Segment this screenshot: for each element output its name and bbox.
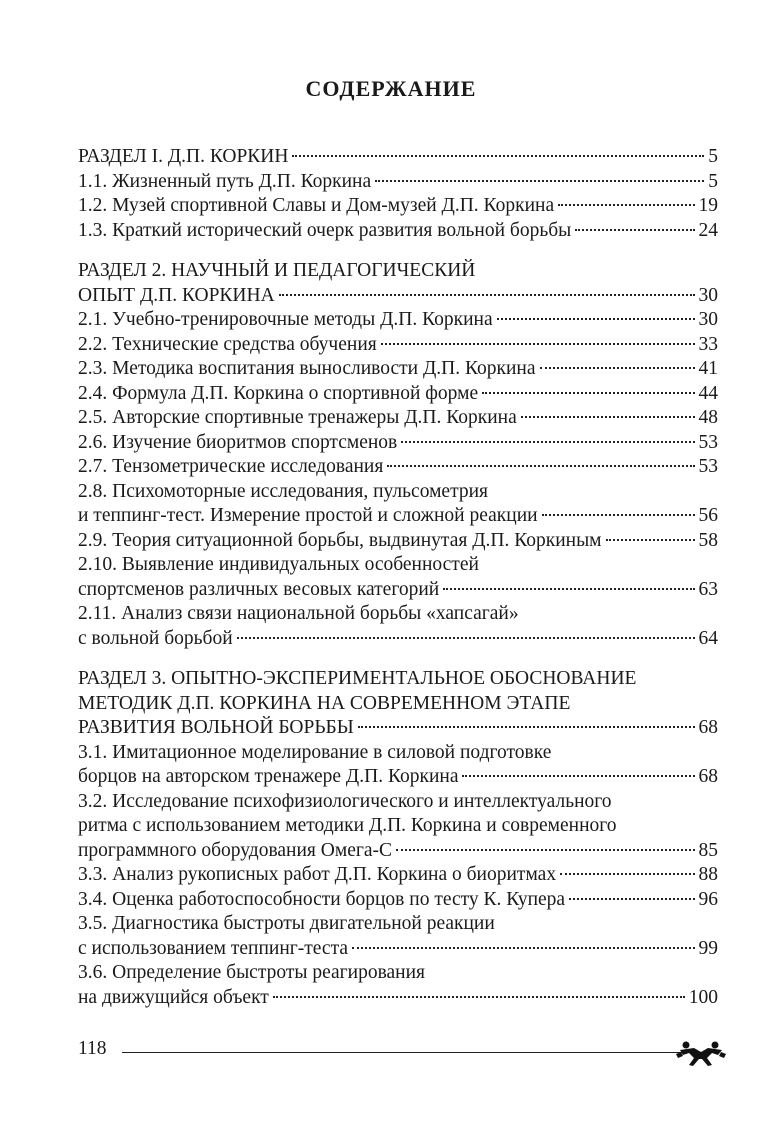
toc-entry[interactable]	[78, 912, 718, 961]
toc-page-number: 68	[698, 766, 718, 787]
toc-entry-line: ритма с использованием методики Д.П. Коркина и современного	[78, 815, 617, 836]
toc-page-number: 68	[698, 717, 718, 738]
dot-leader	[558, 204, 694, 206]
toc-entry[interactable]	[78, 790, 718, 864]
toc-entry-title: 1.1. Жизненный путь Д.П. Коркина	[78, 170, 372, 192]
toc-entry-row	[78, 839, 718, 864]
toc-entry-row	[78, 937, 718, 962]
toc-page-number: 24	[698, 219, 718, 241]
toc-entry-line: 3.6. Определение быстроты реагирования	[78, 962, 426, 983]
dot-leader	[497, 318, 695, 320]
toc-entry-title: с вольной борьбой	[78, 627, 233, 649]
toc-entry[interactable]	[78, 455, 718, 480]
toc-entry-title: и теппинг-тест. Измерение простой и сложной реакции	[78, 505, 538, 526]
toc-entry-row	[78, 357, 718, 382]
toc-entry-title: 3.4. Оценка работоспособности борцов по тесту К. Купера	[78, 888, 566, 910]
dot-leader	[560, 873, 694, 875]
toc-entry-row	[78, 333, 718, 358]
toc-entry[interactable]	[78, 259, 718, 308]
toc-entry-title: 2.5. Авторские спортивные тренажеры Д.П. Коркина	[78, 407, 517, 428]
toc-entry-line: 3.2. Исследование психофизиологического и интеллектуального	[78, 790, 612, 812]
toc-entry-title: 1.2. Музей спортивной Славы и Дом-музей Д.П. Коркина	[78, 195, 555, 216]
toc-entry-title: с использованием теппинг-теста	[78, 937, 349, 959]
toc-entry[interactable]	[78, 382, 718, 407]
toc-entry-title: 2.6. Изучение биоритмов спортсменов	[78, 431, 398, 453]
toc-entry-title: РАЗДЕЛ I. Д.П. КОРКИН	[78, 146, 289, 167]
page-footer	[78, 1038, 728, 1068]
toc-entry-title: 2.3. Методика воспитания выносливости Д.П. Коркина	[78, 358, 536, 379]
dot-leader	[540, 367, 695, 369]
toc-entry-row	[78, 986, 718, 1011]
toc-entry-row	[78, 529, 718, 554]
toc-entry-row	[78, 284, 718, 309]
toc-entry[interactable]	[78, 863, 718, 888]
toc-entry[interactable]	[78, 194, 718, 219]
toc-entry-row	[78, 863, 718, 888]
dot-leader	[521, 416, 695, 418]
dot-leader	[292, 155, 704, 157]
toc-entry-row	[78, 406, 718, 431]
toc-page-number: 58	[698, 529, 718, 551]
toc-entry-line: 2.11. Анализ связи национальной борьбы «хапсагай»	[78, 603, 519, 624]
toc-page-number: 5	[708, 170, 718, 192]
dot-leader	[352, 947, 694, 949]
toc-entry[interactable]	[78, 406, 718, 431]
dot-leader	[443, 588, 694, 590]
toc-page-number: 30	[698, 309, 718, 330]
dot-leader	[569, 898, 694, 900]
toc-entry-line: РАЗДЕЛ 3. ОПЫТНО-ЭКСПЕРИМЕНТАЛЬНОЕ ОБОСНОВАНИЕ	[78, 668, 637, 689]
toc-entry[interactable]	[78, 219, 718, 244]
toc-entry-title: борцов на авторском тренажере Д.П. Коркина	[78, 766, 459, 787]
toc-page-number: 96	[698, 888, 718, 910]
toc-page-number: 5	[708, 146, 718, 167]
toc-page-number: 44	[698, 382, 718, 404]
dot-leader	[387, 465, 694, 467]
toc-entry-title: 3.3. Анализ рукописных работ Д.П. Коркина о биоритмах	[78, 864, 557, 885]
toc-entry-row	[78, 145, 718, 170]
toc-entry[interactable]	[78, 308, 718, 333]
toc-entry-row	[78, 888, 718, 913]
toc-page-number: 100	[688, 986, 718, 1008]
toc-page-number: 48	[698, 407, 718, 428]
toc-entry-row	[78, 716, 718, 741]
toc-section	[78, 667, 718, 1010]
page-number: 118	[78, 1038, 107, 1059]
toc-page-number: 64	[698, 627, 718, 649]
toc-entry-row	[78, 504, 718, 529]
dot-leader	[396, 849, 695, 851]
toc-page-number: 19	[698, 195, 718, 216]
toc-entry[interactable]	[78, 961, 718, 1010]
toc-entry[interactable]	[78, 431, 718, 456]
toc-entry[interactable]	[78, 333, 718, 358]
toc-entry-line: 2.8. Психомоторные исследования, пульсометрия	[78, 480, 488, 502]
toc-entry-row	[78, 455, 718, 480]
dot-leader	[575, 229, 694, 231]
toc-entry-row	[78, 194, 718, 219]
toc-entry-title: 2.9. Теория ситуационной борьбы, выдвинутая Д.П. Коркиным	[78, 529, 602, 551]
toc-entry-row	[78, 578, 718, 603]
toc-page-number: 99	[698, 937, 718, 959]
toc-entry-title: 2.4. Формула Д.П. Коркина о спортивной форме	[78, 382, 479, 404]
toc-entry-line: 3.5. Диагностика быстроты двигательной реакции	[78, 913, 495, 934]
dot-leader	[375, 180, 704, 182]
toc-entry-row	[78, 627, 718, 652]
toc-entry-row	[78, 308, 718, 333]
toc-section	[78, 145, 718, 243]
toc-page-number: 88	[698, 864, 718, 885]
toc-entry-line: МЕТОДИК Д.П. КОРКИНА НА СОВРЕМЕННОМ ЭТАПЕ	[78, 692, 571, 714]
toc-entry-title: 2.2. Технические средства обучения	[78, 333, 377, 355]
toc-entry-line: РАЗДЕЛ 2. НАУЧНЫЙ И ПЕДАГОГИЧЕСКИЙ	[78, 260, 476, 281]
toc-entry[interactable]	[78, 145, 718, 170]
table-of-contents	[78, 145, 718, 1026]
dot-leader	[273, 996, 685, 998]
toc-page-number: 63	[698, 578, 718, 600]
dot-leader	[237, 637, 695, 639]
toc-page-number: 33	[698, 333, 718, 355]
toc-entry-title: 2.1. Учебно-тренировочные методы Д.П. Коркина	[78, 309, 493, 330]
toc-entry-title: на движущийся объект	[78, 986, 269, 1008]
toc-entry-title: 1.3. Краткий исторический очерк развития вольной борьбы	[78, 219, 572, 241]
toc-entry[interactable]	[78, 888, 718, 913]
dot-leader	[462, 775, 694, 777]
dot-leader	[542, 514, 695, 516]
page-title: СОДЕРЖАНИЕ	[305, 76, 477, 101]
dot-leader	[482, 392, 694, 394]
toc-entry[interactable]	[78, 170, 718, 195]
toc-entry-row	[78, 170, 718, 195]
wrestlers-icon	[674, 1038, 728, 1068]
toc-entry-title: ОПЫТ Д.П. КОРКИНА	[78, 284, 275, 306]
dot-leader	[279, 294, 695, 296]
toc-entry[interactable]	[78, 480, 718, 529]
toc-page-number: 41	[698, 358, 718, 379]
footer-rule	[122, 1052, 682, 1053]
dot-leader	[401, 441, 694, 443]
toc-entry-row	[78, 219, 718, 244]
toc-entry[interactable]	[78, 357, 718, 382]
toc-page-number: 30	[698, 284, 718, 306]
toc-page-number: 56	[698, 505, 718, 526]
toc-entry-row	[78, 431, 718, 456]
toc-entry[interactable]	[78, 741, 718, 790]
toc-entry[interactable]	[78, 667, 718, 741]
toc-entry-row	[78, 382, 718, 407]
toc-entry-title: программного оборудования Омега-С	[78, 839, 392, 861]
toc-page-number: 53	[698, 456, 718, 477]
dot-leader	[358, 726, 695, 728]
toc-entry[interactable]	[78, 602, 718, 651]
toc-entry[interactable]	[78, 529, 718, 554]
toc-section	[78, 259, 718, 651]
toc-entry-row	[78, 765, 718, 790]
toc-entry-title: 2.7. Тензометрические исследования	[78, 456, 384, 477]
toc-entry-line: 2.10. Выявление индивидуальных особенностей	[78, 554, 479, 575]
dot-leader	[606, 539, 695, 541]
toc-entry-title: спортсменов различных весовых категорий	[78, 578, 440, 600]
dot-leader	[381, 343, 695, 345]
toc-page-number: 53	[698, 431, 718, 453]
toc-page-number: 85	[698, 839, 718, 861]
toc-entry[interactable]	[78, 553, 718, 602]
toc-entry-line: 3.1. Имитационное моделирование в силовой подготовке	[78, 741, 552, 763]
toc-entry-title: РАЗВИТИЯ ВОЛЬНОЙ БОРЬБЫ	[78, 717, 354, 738]
